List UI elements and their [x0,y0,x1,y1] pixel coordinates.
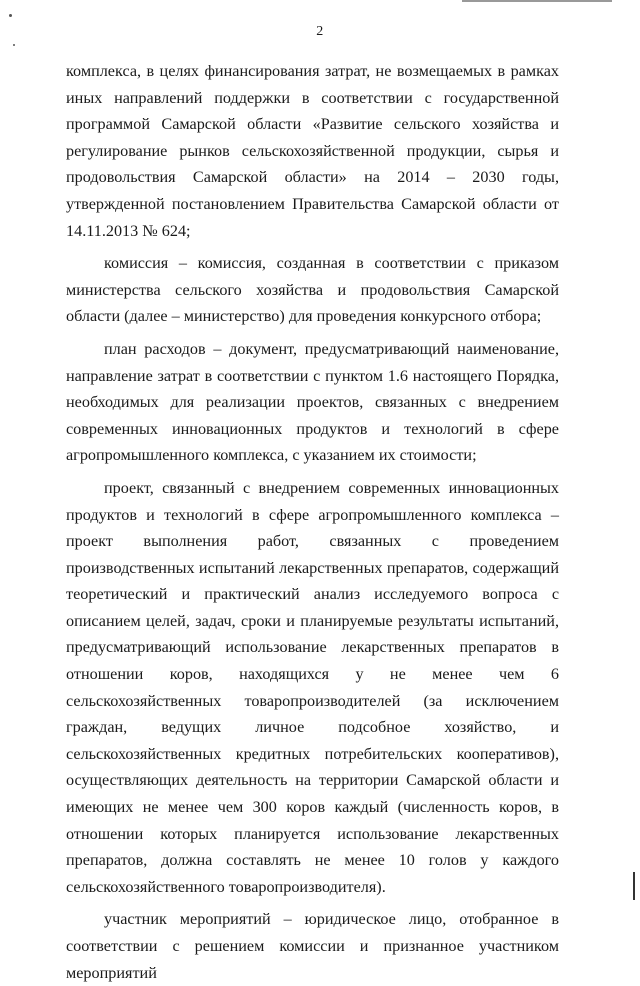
paragraph-definition-participant: участник мероприятий – юридическое лицо, отобранное в соответствии с решением комиссии и признанное участником мероприятий [66,910,559,982]
scan-artifact-dot [13,44,15,46]
paragraph-definition-project: проект, связанный с внедрением современных инновационных продуктов и технологий в сфере агропромышленного комплекса – проект выполнения работ, связанных с проведением производственных испытаний лекарственных препаратов, содержащий теоретический и практический анализ исследуемого вопроса с описанием целей, задач, сроки и планируемые результаты испытаний, предусматривающий использование лекарственных препаратов в отношении коров, находящихся у не менее чем 6 сельскохозяйственных товаропроизводителей (за исключением граждан, ведущих личное подсобное хозяйство, и сельскохозяйственных кредитных потребительских кооперативов), осуществляющих деятельность на территории Самарской области и имеющих не менее чем 300 коров каждый (численность коров, в отношении которых планируется использование лекарственных препаратов, должна составлять не менее 10 голов у каждого сельскохозяйственного товаропроизводителя). [66,478,559,896]
scan-artifact-line [462,0,612,2]
scan-artifact-edge [633,872,635,900]
scan-artifact-dot [9,14,12,17]
paragraph-definition-expense-plan: план расходов – документ, предусматривающий наименование, направление затрат в соответствии с пунктом 1.6 настоящего Порядка, необходимых для реализации проектов, связанных с внедрением современных инновационных продуктов и технологий в сфере агропромышленного комплекса, с указанием их стоимости; [66,339,559,465]
paragraph-definition-commission: комиссия – комиссия, созданная в соответствии с приказом министерства сельского хозяйства и продовольствия Самарской области (далее – министерство) для проведения конкурсного отбора; [66,254,559,326]
page-number: 2 [316,24,324,39]
paragraph-continuation: комплекса, в целях финансирования затрат, не возмещаемых в рамках иных направлений поддержки в соответствии с государственной программой Самарской области «Развитие сельского хозяйства и регулирование рынков сельскохозяйственной продукции, сырья и продовольствия Самарской области» на 2014 – 2030 годы, утвержденной постановлением Правительства Самарской области от 14.11.2013 № 624; [66,62,559,240]
document-body [66,58,559,986]
